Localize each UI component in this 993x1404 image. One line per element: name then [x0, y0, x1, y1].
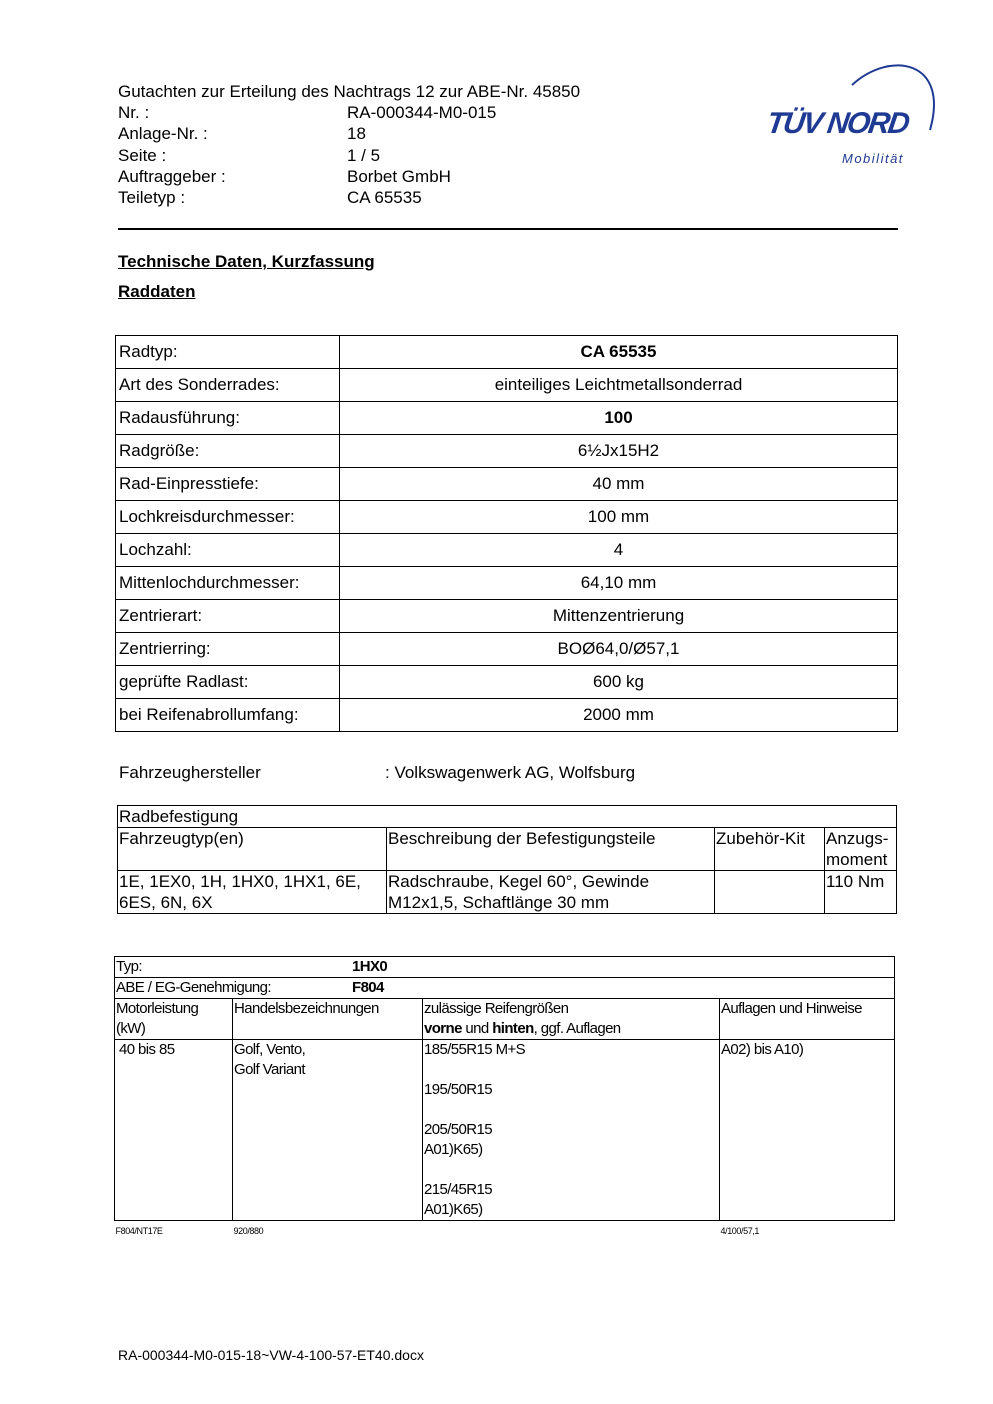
header-value: Borbet GmbH [347, 166, 451, 186]
footnote: 4/100/57,1 [720, 1221, 895, 1242]
table-row [116, 336, 898, 369]
table-row [116, 468, 898, 501]
reifen-header-line1: zulässige Reifengrößen [424, 1000, 569, 1017]
column-header: Handelsbezeichnungen [233, 999, 423, 1040]
abe-label: ABE / EG-Genehmigung: [116, 979, 271, 996]
typ-label: Typ: [116, 958, 142, 975]
row-value: einteiliges Leichtmetallsonderrad [340, 369, 898, 402]
subsection-heading: Raddaten [118, 282, 196, 301]
header-label: Anlage-Nr. : [118, 124, 208, 144]
row-label: Radausführung: [116, 402, 340, 435]
row-value: 40 mm [340, 468, 898, 501]
typ-table [114, 956, 895, 1241]
header-label: Seite : [118, 145, 167, 165]
table-cell: Golf, Vento, Golf Variant [233, 1040, 423, 1221]
table-header-row [118, 828, 897, 871]
report-title: Gutachten zur Erteilung des Nachtrags 12 zur ABE-Nr. 45850 [118, 82, 581, 101]
row-value: 6½Jx15H2 [340, 435, 898, 468]
header-label: Nr. : [118, 103, 150, 123]
header-value: RA-000344-M0-015 [347, 103, 497, 123]
radbefestigung-table [117, 805, 897, 914]
row-label: Lochkreisdurchmesser: [116, 501, 340, 534]
table-row [116, 567, 898, 600]
header-value: 18 [347, 124, 366, 144]
table-row [116, 501, 898, 534]
footnote: F804/NT17E [115, 1221, 233, 1242]
logo-text: TÜV NORD [764, 107, 911, 140]
table-row [118, 806, 897, 828]
header-divider [118, 228, 898, 230]
row-value: 2000 mm [340, 699, 898, 732]
manufacturer-value: : Volkswagenwerk AG, Wolfsburg [385, 763, 636, 782]
reifen-vorne: vorne [424, 1020, 462, 1037]
column-header: Anzugs- moment [825, 828, 897, 871]
table-cell: 40 bis 85 [115, 1040, 233, 1221]
footnote-empty [423, 1221, 720, 1242]
row-value: 4 [340, 534, 898, 567]
raddaten-table [115, 335, 898, 732]
header-label: Auftraggeber : [118, 166, 226, 186]
table-row [116, 699, 898, 732]
table-row [115, 1040, 895, 1221]
logo-subtitle: Mobilität [842, 151, 904, 166]
table-cell: 1E, 1EX0, 1H, 1HX0, 1HX1, 6E, 6ES, 6N, 6X [118, 871, 387, 914]
table-row [116, 633, 898, 666]
table-cell: Radschraube, Kegel 60°, Gewinde M12x1,5, Schaftlänge 30 mm [387, 871, 715, 914]
table-row [116, 435, 898, 468]
abe-value: F804 [352, 979, 384, 996]
column-header: Fahrzeugtyp(en) [118, 828, 387, 871]
table-row [116, 369, 898, 402]
column-header: Zubehör-Kit [715, 828, 825, 871]
row-label: Zentrierart: [116, 600, 340, 633]
table-row [116, 402, 898, 435]
row-label: Radgröße: [116, 435, 340, 468]
section-heading: Technische Daten, Kurzfassung [118, 252, 375, 271]
typ-row [115, 957, 895, 978]
header-value: CA 65535 [347, 187, 422, 207]
footer-filename: RA-000344-M0-015-18~VW-4-100-57-ET40.docx [118, 1347, 424, 1363]
table-cell: A02) bis A10) [720, 1040, 895, 1221]
table-row [118, 871, 897, 914]
document-header [118, 81, 580, 208]
reifen-rest: , ggf. Auflagen [533, 1020, 621, 1037]
header-label: Teiletyp : [118, 187, 186, 207]
row-label: Rad-Einpresstiefe: [116, 468, 340, 501]
row-value: CA 65535 [340, 336, 898, 369]
row-label: Radtyp: [116, 336, 340, 369]
vehicle-manufacturer [119, 763, 636, 783]
abe-row [115, 978, 895, 999]
table-row [115, 978, 895, 999]
table-title: Radbefestigung [118, 806, 897, 828]
column-header [423, 999, 720, 1040]
table-row [115, 957, 895, 978]
row-value: 100 [340, 402, 898, 435]
tuv-nord-logo [760, 55, 940, 170]
table-row [116, 600, 898, 633]
reifen-hinten: hinten [492, 1020, 534, 1037]
row-value: 600 kg [340, 666, 898, 699]
row-value: Mittenzentrierung [340, 600, 898, 633]
column-header: Motorleistung (kW) [115, 999, 233, 1040]
row-value: 100 mm [340, 501, 898, 534]
row-label: Zentrierring: [116, 633, 340, 666]
table-cell [715, 871, 825, 914]
typ-value: 1HX0 [352, 958, 388, 975]
table-row [116, 666, 898, 699]
table-row [116, 534, 898, 567]
footnote: 920/880 [233, 1221, 423, 1242]
row-label: bei Reifenabrollumfang: [116, 699, 340, 732]
row-label: Mittenlochdurchmesser: [116, 567, 340, 600]
header-value: 1 / 5 [347, 145, 381, 165]
column-header: Beschreibung der Befestigungsteile [387, 828, 715, 871]
manufacturer-label: Fahrzeughersteller [119, 763, 261, 782]
row-value: 64,10 mm [340, 567, 898, 600]
column-header: Auflagen und Hinweise [720, 999, 895, 1040]
table-header-row [115, 999, 895, 1040]
row-label: Art des Sonderrades: [116, 369, 340, 402]
footnote-row [115, 1221, 895, 1242]
table-cell: 185/55R15 M+S 195/50R15 205/50R15 A01)K65) 215/45R15 A01)K65) [423, 1040, 720, 1221]
table-cell: 110 Nm [825, 871, 897, 914]
row-value: BOØ64,0/Ø57,1 [340, 633, 898, 666]
row-label: geprüfte Radlast: [116, 666, 340, 699]
reifen-und: und [461, 1020, 493, 1037]
row-label: Lochzahl: [116, 534, 340, 567]
